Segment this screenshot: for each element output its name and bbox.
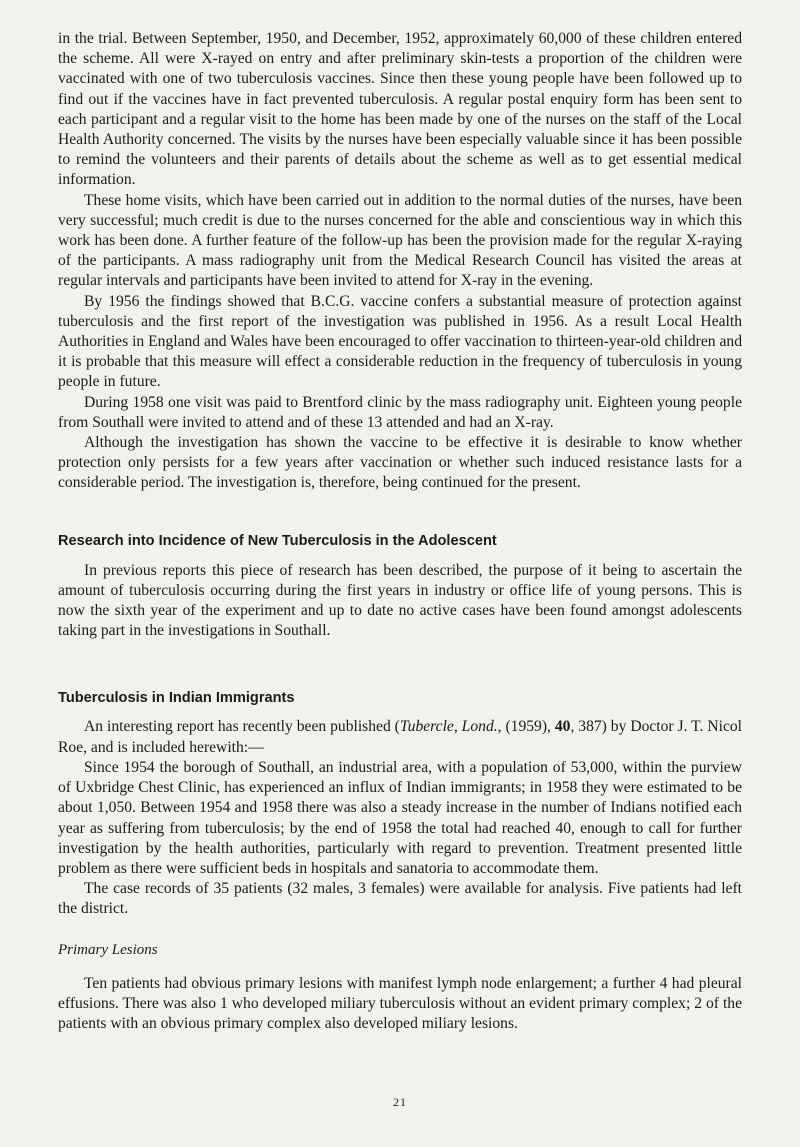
- indian-immigrants-section: [58, 688, 742, 919]
- paragraph: In previous reports this piece of research has been described, the purpose of it being to ascertain the amount of tuberculosis occurring during the first years in industry or office life of young persons. This is now the sixth year of the experiment and up to date no active cases have been found amongst adolescents taking part in the investigations in Southall.: [58, 561, 742, 640]
- section-heading: Tuberculosis in Indian Immigrants: [58, 690, 295, 707]
- paragraph: Ten patients had obvious primary lesions with manifest lymph node enlargement; a further 4 had pleural effusions. There was also 1 who developed miliary tuberculosis without an evident primary complex; 2 of the patients with an obvious primary complex also developed miliary lesions.: [58, 974, 742, 1032]
- paragraph: These home visits, which have been carried out in addition to the normal duties of the nurses, have been very successful; much credit is due to the nurses concerned for the able and conscientious way in which this work has been done. A further feature of the follow-up has been the provision made for the regular X-raying of the participants. A mass radiography unit from the Medical Research Council has visited the areas at regular intervals and participants have been invited to attend for X-ray in the evening.: [58, 191, 742, 290]
- paragraph: [58, 717, 742, 757]
- text-run: , (1959),: [497, 718, 555, 736]
- paragraph: The case records of 35 patients (32 males, 3 females) were available for analysis. Five patients had left the district.: [58, 880, 742, 918]
- page-number: 21: [393, 1095, 407, 1109]
- volume-number: 40: [554, 718, 571, 736]
- subsection-heading: Primary Lesions: [58, 941, 158, 958]
- paragraph: in the trial. Between September, 1950, and December, 1952, approximately 60,000 of these children entered the scheme. All were X-rayed on entry and after preliminary skin-tests a proportion of the children were vaccinated with one of two tuberculosis vaccines. Since then these young people have been followed up to find out if the vaccines have in fact prevented tuberculosis. A regular postal enquiry form has been sent to each participant and a regular visit to the home has been made by one of the nurses on the staff of the Local Health Authority concerned. The visits by the nurses have been especially valuable since it has been possible to remind the volunteers and their parents of details about the scheme as well as to get essential medical information.: [58, 30, 742, 189]
- paragraph: Since 1954 the borough of Southall, an industrial area, with a population of 53,000, within the purview of Uxbridge Chest Clinic, has experienced an influx of Indian immigrants; in 1958 they were estimated to be about 1,050. Between 1954 and 1958 there was also a steady increase in the number of Indians notified each year as suffering from tuberculosis; by the end of 1958 the total had reached 40, enough to call for further investigation by the health authorities, particularly with regard to prevention. Treatment presented little problem as there were sufficient beds in hospitals and sanatoria to accommodate them.: [58, 758, 742, 877]
- intro-section: [58, 29, 742, 494]
- paragraph: Although the investigation has shown the vaccine to be effective it is desirable to know whether protection only persists for a few years after vaccination or whether such induced resistance lasts for a considerable period. The investigation is, therefore, being continued for the present.: [58, 434, 742, 492]
- text-run: An interesting report has recently been published (: [84, 718, 400, 736]
- paragraph: During 1958 one visit was paid to Brentford clinic by the mass radiography unit. Eighteen young people from Southall were invited to attend and of these 13 attended and had an X-ray.: [58, 393, 742, 431]
- primary-lesions-section: [58, 940, 742, 1035]
- text-run: , 387) by Doctor J. T. Nicol Roe, and is included herewith:—: [58, 718, 742, 756]
- paragraph: By 1956 the findings showed that B.C.G. vaccine confers a substantial measure of protection against tuberculosis and the first report of the investigation was published in 1956. As a result Local Health Authorities in England and Wales have been encouraged to offer vaccination to thirteen-year-old children and it is probable that this measure will effect a considerable reduction in the frequency of tuberculosis in young people in future.: [58, 292, 742, 391]
- adolescent-section: [58, 531, 742, 642]
- journal-citation: Tubercle, Lond.: [399, 718, 498, 736]
- section-heading: Research into Incidence of New Tuberculosis in the Adolescent: [58, 532, 497, 549]
